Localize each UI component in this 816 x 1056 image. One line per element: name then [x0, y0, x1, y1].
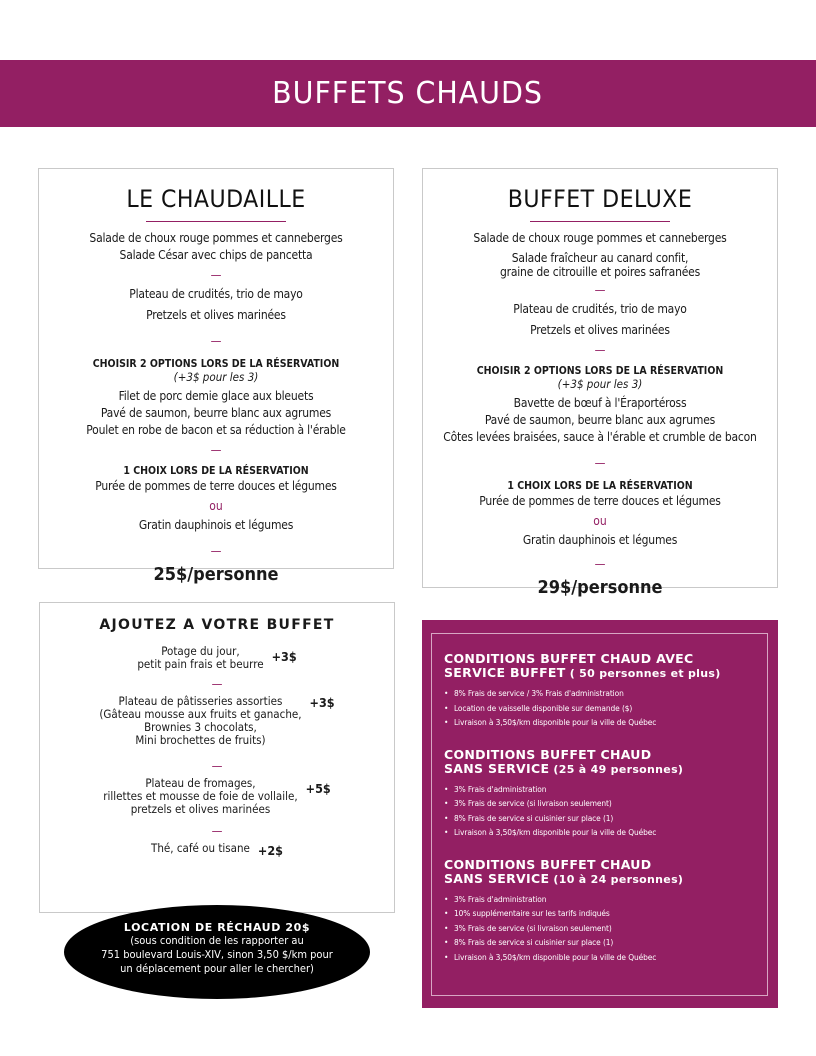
choice-heading: CHOISIR 2 OPTIONS LORS DE LA RÉSERVATION: [92, 358, 340, 370]
side-heading: 1 CHOIX LORS DE LA RÉSERVATION: [123, 465, 309, 477]
menu-item: Poulet en robe de bacon et sa réduction à l'érable: [86, 423, 346, 437]
side-heading: 1 CHOIX LORS DE LA RÉSERVATION: [507, 480, 693, 492]
addon-price: +3$: [271, 649, 297, 664]
menu-item: Côtes levées braisées, sauce à l'érable et crumble de bacon: [443, 430, 757, 444]
condition-item: • 8% Frais de service / 3% Frais d'administration: [444, 686, 767, 701]
condition-heading-line: CONDITIONS BUFFET CHAUD: [444, 856, 652, 872]
section-divider: —: [594, 456, 606, 470]
section-divider: —: [211, 677, 223, 691]
condition-heading-line: SANS SERVICE: [444, 760, 550, 776]
addon-price: +3$: [309, 695, 335, 710]
menu-item: Gratin dauphinois et légumes: [138, 518, 294, 532]
menu-card-chaudaille: [38, 168, 394, 585]
section-divider: —: [210, 544, 222, 558]
price: 29$/personne: [537, 577, 663, 598]
menu-item: Pavé de saumon, beurre blanc aux agrumes: [484, 413, 716, 427]
condition-item: • 3% Frais de service (si livraison seulement): [444, 796, 767, 811]
menu-item: graine de citrouille et poires safranées: [499, 265, 701, 279]
addons-title: AJOUTEZ A VOTRE BUFFET: [99, 617, 335, 633]
menu-card-deluxe: [422, 168, 778, 598]
header-banner: [0, 60, 816, 127]
condition-item: • Location de vaisselle disponible sur demande ($): [444, 701, 767, 716]
addon-item: [40, 695, 394, 747]
addon-line: (Gâteau mousse aux fruits et ganache,: [99, 707, 302, 721]
section-divider: —: [211, 759, 223, 773]
rechaud-title: LOCATION DE RÉCHAUD 20$: [123, 921, 311, 934]
addon-line: rillettes et mousse de foie de vollaile,: [103, 789, 298, 803]
condition-item: • Livraison à 3,50$/km disponible pour la ville de Québec: [444, 825, 767, 840]
card-title: LE CHAUDAILLE: [126, 185, 306, 213]
choice-note: (+3$ pour les 3): [173, 370, 259, 384]
condition-heading: [444, 858, 767, 887]
condition-list: [444, 686, 767, 730]
condition-heading-sub: (25 à 49 personnes): [549, 762, 684, 776]
menu-item: Plateau de crudités, trio de mayo: [129, 287, 303, 301]
condition-item: • 8% Frais de service si cuisinier sur place (1): [444, 811, 767, 826]
addon-line: petit pain frais et beurre: [137, 657, 264, 671]
rechaud-rental-badge: [64, 905, 370, 999]
card-title: BUFFET DELUXE: [507, 185, 693, 213]
addon-price: +2$: [257, 843, 283, 858]
condition-item: • 10% supplémentaire sur les tarifs indiqués: [444, 906, 767, 921]
addon-line: Potage du jour,: [161, 644, 240, 658]
condition-heading-line: CONDITIONS BUFFET CHAUD AVEC: [444, 651, 694, 666]
addon-line: Brownies 3 chocolats,: [144, 720, 257, 734]
rechaud-line: 751 boulevard Louis-XIV, sinon 3,50 $/km pour: [101, 948, 333, 961]
section-divider: —: [210, 334, 222, 348]
conditions-panel: [422, 620, 778, 1008]
page-title: BUFFETS CHAUDS: [272, 76, 544, 111]
condition-heading-sub: (10 à 24 personnes): [549, 872, 684, 886]
menu-item: Purée de pommes de terre douces et légumes: [479, 494, 721, 508]
addon-line: Plateau de fromages,: [145, 776, 256, 790]
section-divider: —: [594, 557, 606, 571]
menu-item: Salade de choux rouge pommes et canneberges: [89, 231, 343, 245]
addon-line: Mini brochettes de fruits): [135, 733, 266, 747]
menu-item: Filet de porc demie glace aux bleuets: [118, 389, 314, 403]
condition-item: • 3% Frais d'administration: [444, 782, 767, 797]
section-divider: —: [594, 283, 606, 297]
menu-item: Gratin dauphinois et légumes: [522, 533, 678, 547]
menu-item: Pretzels et olives marinées: [530, 323, 670, 337]
condition-heading-line: SERVICE BUFFET: [444, 665, 566, 680]
menu-item: Pretzels et olives marinées: [146, 308, 286, 322]
menu-item: Pavé de saumon, beurre blanc aux agrumes: [100, 406, 332, 420]
menu-item: Plateau de crudités, trio de mayo: [513, 302, 687, 316]
condition-heading-line: CONDITIONS BUFFET CHAUD: [444, 746, 652, 762]
addon-item: [40, 777, 394, 816]
addon-line: Plateau de pâtisseries assorties: [118, 694, 283, 708]
condition-item: • 8% Frais de service si cuisinier sur place (1): [444, 935, 767, 950]
addon-price: +5$: [305, 781, 331, 796]
condition-list: [444, 782, 767, 840]
menu-item: Bavette de bœuf à l'Éraportéross: [513, 396, 687, 410]
addon-item: [40, 842, 394, 858]
choice-note: (+3$ pour les 3): [557, 377, 643, 391]
condition-list: [444, 892, 767, 965]
choice-heading: CHOISIR 2 OPTIONS LORS DE LA RÉSERVATION: [476, 365, 724, 377]
section-divider: —: [210, 268, 222, 282]
condition-heading-sub: ( 50 personnes et plus): [565, 667, 721, 680]
menu-item: Purée de pommes de terre douces et légumes: [95, 479, 337, 493]
price: 25$/personne: [153, 564, 279, 585]
menu-item: Salade de choux rouge pommes et canneberges: [473, 231, 727, 245]
conditions-frame: [431, 633, 768, 996]
section-divider: —: [211, 824, 223, 838]
rechaud-line: un déplacement pour aller le chercher): [120, 962, 314, 975]
addon-line: Thé, café ou tisane: [151, 841, 250, 855]
condition-item: • Livraison à 3,50$/km disponible pour la ville de Québec: [444, 715, 767, 730]
condition-item: • Livraison à 3,50$/km disponible pour la ville de Québec: [444, 950, 767, 965]
title-divider: [146, 221, 286, 222]
condition-heading: [444, 652, 767, 681]
section-divider: —: [210, 443, 222, 457]
or-label: ou: [209, 499, 223, 513]
condition-item: • 3% Frais de service (si livraison seulement): [444, 921, 767, 936]
menu-item: Salade fraîcheur au canard confit,: [511, 251, 689, 265]
rechaud-line: (sous condition de les rapporter au: [130, 934, 304, 947]
or-label: ou: [593, 514, 607, 528]
section-divider: —: [594, 343, 606, 357]
addon-item: [40, 645, 394, 671]
title-divider: [530, 221, 670, 222]
condition-heading: [444, 748, 767, 777]
condition-item: • 3% Frais d'administration: [444, 892, 767, 907]
menu-item: Salade César avec chips de pancetta: [119, 248, 313, 262]
addons-card: [39, 602, 395, 913]
addon-line: pretzels et olives marinées: [130, 802, 271, 816]
condition-heading-line: SANS SERVICE: [444, 870, 550, 886]
